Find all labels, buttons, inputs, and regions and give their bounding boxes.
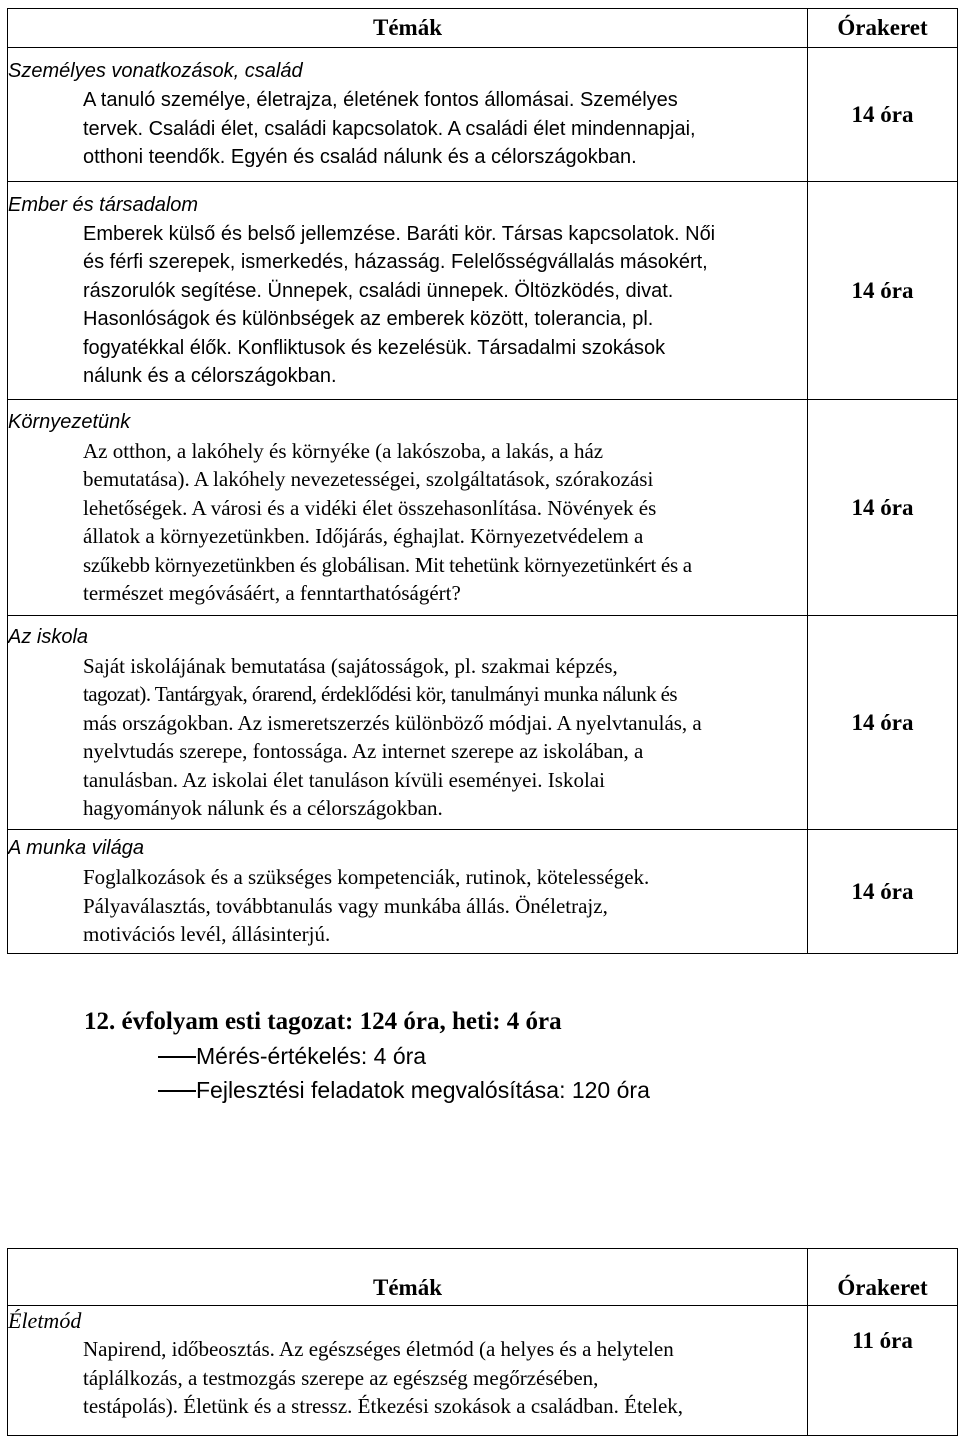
topic-line: tagozat). Tantárgyak, órarend, érdeklődési kör, tanulmányi munka nálunk és [83,682,677,706]
topic-title: A munka világa [8,837,144,860]
header-topics: Témák [8,1249,808,1306]
topic-line: szűkebb környezetünkben és globálisan. Mit tehetünk környezetünkért és a [83,552,692,577]
topic-line: bemutatása). A lakóhely nevezetességei, szolgáltatások, szórakozási [83,467,654,491]
topic-line: nyelvtudás szerepe, fontossága. Az internet szerepe az iskolában, a [83,739,644,763]
grade-12-summary [84,1005,650,1107]
topic-cell [8,400,808,616]
table-row [8,1306,958,1436]
topic-title: Az iskola [8,625,89,648]
topic-line: A tanuló személye, életrajza, életének fontos állomásai. Személyes [83,89,678,112]
topic-description [8,652,807,823]
topic-description [8,86,807,172]
summary-title: 12. évfolyam esti tagozat: 124 óra, heti: 4 óra [84,1008,562,1035]
topic-description [8,863,807,949]
summary-item-text: Fejlesztési feladatok megvalósítása: 120 óra [196,1077,650,1103]
topic-title: Környezetünk [8,410,131,433]
dash-bullet [158,1090,196,1092]
topic-line: tanulásban. Az iskolai élet tanuláson kívüli eseményei. Iskolai [83,767,605,792]
table-header-row [8,1249,958,1306]
topic-cell [8,616,808,830]
summary-item-text: Mérés-értékelés: 4 óra [196,1043,427,1069]
topic-cell [8,182,808,400]
topic-description [8,220,807,391]
topics-table-11 [7,8,958,954]
header-topics: Témák [8,9,808,48]
table-header-row [8,9,958,48]
hours-cell: 14 óra [808,616,958,830]
topic-line: és férfi szerepek, ismerkedés, házasság. Felelősségvállalás másokért, [83,251,708,273]
hours-cell: 14 óra [808,400,958,616]
topic-line: motivációs levél, állásinterjú. [83,922,331,947]
topic-line: Hasonlóságok és különbségek az emberek között, tolerancia, pl. [83,308,654,330]
header-hours: Órakeret [808,1249,958,1306]
topic-line: tervek. Családi élet, családi kapcsolatok. A családi élet mindennapjai, [83,117,696,140]
hours-cell: 14 óra [808,48,958,182]
topic-line: állatok a környezetünkben. Időjárás, éghajlat. Környezetvédelem a [83,524,644,548]
topic-cell [8,1306,808,1436]
hours-cell: 11 óra [808,1306,958,1436]
topic-line: Emberek külső és belső jellemzése. Baráti kör. Társas kapcsolatok. Női [83,222,716,245]
topic-line: fogyatékkal élők. Konfliktusok és kezelésük. Társadalmi szokások [83,336,666,359]
topic-description [8,437,807,608]
hours-cell: 14 óra [808,182,958,400]
topic-title: Személyes vonatkozások, család [8,60,303,83]
hours-cell: 14 óra [808,830,958,954]
topic-description [8,1335,807,1421]
summary-item [84,1073,650,1107]
topic-line: Saját iskolájának bemutatása (sajátosságok, pl. szakmai képzés, [83,653,618,678]
table-row [8,182,958,400]
topic-line: más országokban. Az ismeretszerzés különböző módjai. A nyelvtanulás, a [83,710,702,735]
topic-line: hagyományok nálunk és a célországokban. [83,796,443,820]
topic-line: lehetőségek. A városi és a vidéki élet összehasonlítása. Növények és [83,495,657,520]
table-row [8,830,958,954]
topic-line: Napirend, időbeosztás. Az egészséges életmód (a helyes és a helytelen [83,1337,674,1361]
topic-line: Foglalkozások és a szükséges kompetenciák, rutinok, kötelességek. [83,865,650,890]
table-row [8,48,958,182]
topic-title: Ember és társadalom [8,193,199,216]
topic-cell [8,48,808,182]
topic-line: rászorulók segítése. Ünnepek, családi ünnepek. Öltözködés, divat. [83,279,674,302]
topic-line: testápolás). Életünk és a stressz. Étkezési szokások a családban. Ételek, [83,1394,684,1418]
topic-line: táplálkozás, a testmozgás szerepe az egészség megőrzésében, [83,1365,599,1390]
dash-bullet [158,1056,196,1058]
summary-item [84,1039,650,1073]
header-hours: Órakeret [808,9,958,48]
topics-table-12 [7,1248,958,1436]
topic-cell [8,830,808,954]
topic-line: Pályaválasztás, továbbtanulás vagy munkába állás. Önéletrajz, [83,893,608,918]
topic-line: Az otthon, a lakóhely és környéke (a lakószoba, a lakás, a ház [83,438,604,463]
topic-line: nálunk és a célországokban. [83,365,337,387]
table-row [8,616,958,830]
table-row [8,400,958,616]
topic-title: Életmód [8,1308,82,1333]
topic-line: otthoni teendők. Egyén és család nálunk és a célországokban. [83,146,637,169]
topic-line: természet megóvásáért, a fenntarthatóságért? [83,581,461,605]
